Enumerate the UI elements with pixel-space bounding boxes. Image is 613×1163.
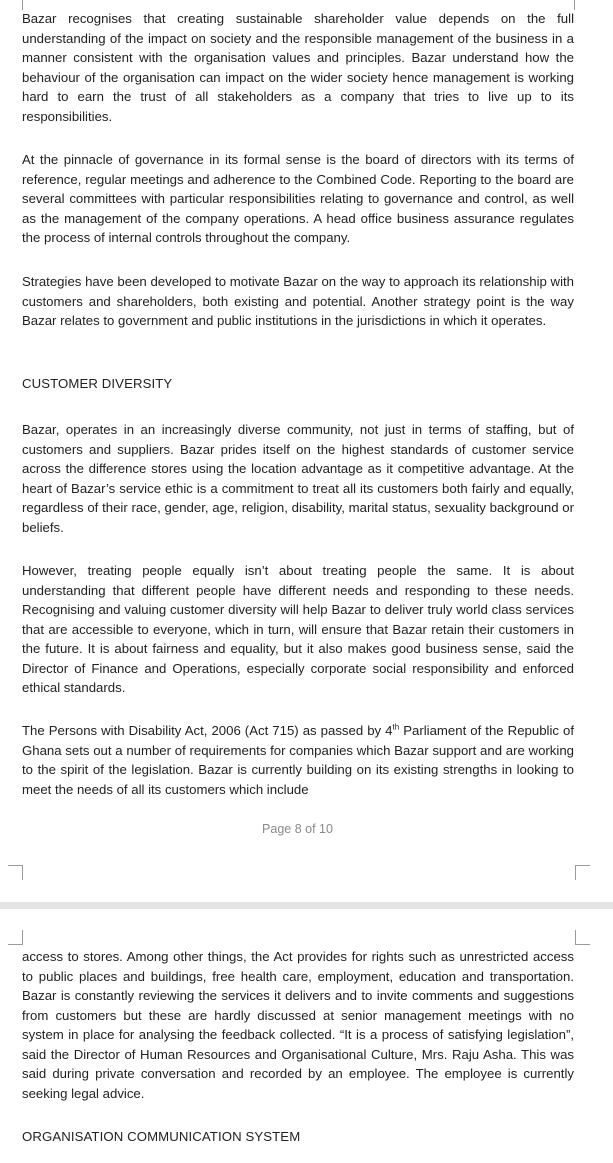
ordinal-superscript: th <box>392 722 400 732</box>
page-margin-marker-bottom-left <box>8 865 23 880</box>
page-number-footer: Page 8 of 10 <box>262 822 333 836</box>
paragraph-act-rights: access to stores. Among other things, the Act provides for rights such as unrestricted access to public places and buildings, free health care, employment, education and transportation. Bazar is constantly reviewing the services it delivers and to invite comments and suggestions from customers but these are hardly discussed at senior management meetings with no system in place for analysing the feedback collected. “It is a process of satisfying legislation”, said the Director of Human Resources and Organisational Culture, Mrs. Raju Asha. This was said during private conversation and recorded by an employee. The employee is currently seeking legal advice. <box>22 949 574 1101</box>
disability-act-text-start: The Persons with Disability Act, 2006 (Act 715) as passed by 4 <box>22 723 393 738</box>
page-margin-marker-bottom-right <box>575 865 590 880</box>
page-margin-marker-top-left <box>8 930 23 945</box>
heading-organisation-communication: ORGANISATION COMMUNICATION SYSTEM <box>22 1129 301 1144</box>
page-margin-marker-top-left <box>8 0 23 10</box>
paragraph-treating-equally: However, treating people equally isn’t about treating people the same. It is about understanding that different people have different needs and responding to these needs. Recognising and valuing customer diversity will help Bazar to deliver truly world class services that are accessible to everyone, which in turn, will ensure that Bazar retain their customers in the future. It is about fairness and equality, but it also makes good business sense, said the Director of Finance and Operations, especially corporate social responsibility and enforced ethical standards. <box>22 563 574 695</box>
page-margin-marker-top-right <box>574 0 591 10</box>
disability-act-text-end: Parliament of the Republic of Ghana sets out a number of requirements for companies which Bazar support and are working to the spirit of the legislation. Bazar is currently building on its existing strengths in looking to meet the needs of all its customers which include <box>22 723 575 797</box>
page-separator <box>0 902 613 909</box>
heading-customer-diversity: CUSTOMER DIVERSITY <box>22 376 173 391</box>
paragraph-strategies: Strategies have been developed to motivate Bazar on the way to approach its relationship with customers and shareholders, both existing and potential. Another strategy point is the way Bazar relates to government and public institutions in the jurisdictions in which it operates. <box>22 274 574 328</box>
paragraph-disability-act <box>22 721 574 799</box>
paragraph-shareholder-value: Bazar recognises that creating sustainable shareholder value depends on the full understanding of the impact on society and the responsible management of the business in a manner consistent with the organisation values and principles. Bazar understand how the behaviour of the organisation can impact on the wider society hence management is working hard to earn the trust of all stakeholders as a company that tries to live up to its responsibilities. <box>22 11 574 124</box>
document-page-9 <box>0 909 613 1163</box>
paragraph-customer-diversity: Bazar, operates in an increasingly diverse community, not just in terms of staffing, but of customers and suppliers. Bazar prides itself on the highest standards of customer service across the difference stores using the location advantage as it competitive advantage. At the heart of Bazar’s service ethic is a commitment to treat all its customers both fairly and equally, regardless of their race, gender, age, religion, disability, marital status, sexuality background or beliefs. <box>22 422 574 535</box>
paragraph-governance: At the pinnacle of governance in its formal sense is the board of directors with its terms of reference, regular meetings and adherence to the Combined Code. Reporting to the board are several committees with particular responsibilities relating to governance and control, as well as the management of the company operations. A head office business assurance regulates the process of internal controls throughout the company. <box>22 152 574 245</box>
page-margin-marker-top-right <box>575 930 590 945</box>
